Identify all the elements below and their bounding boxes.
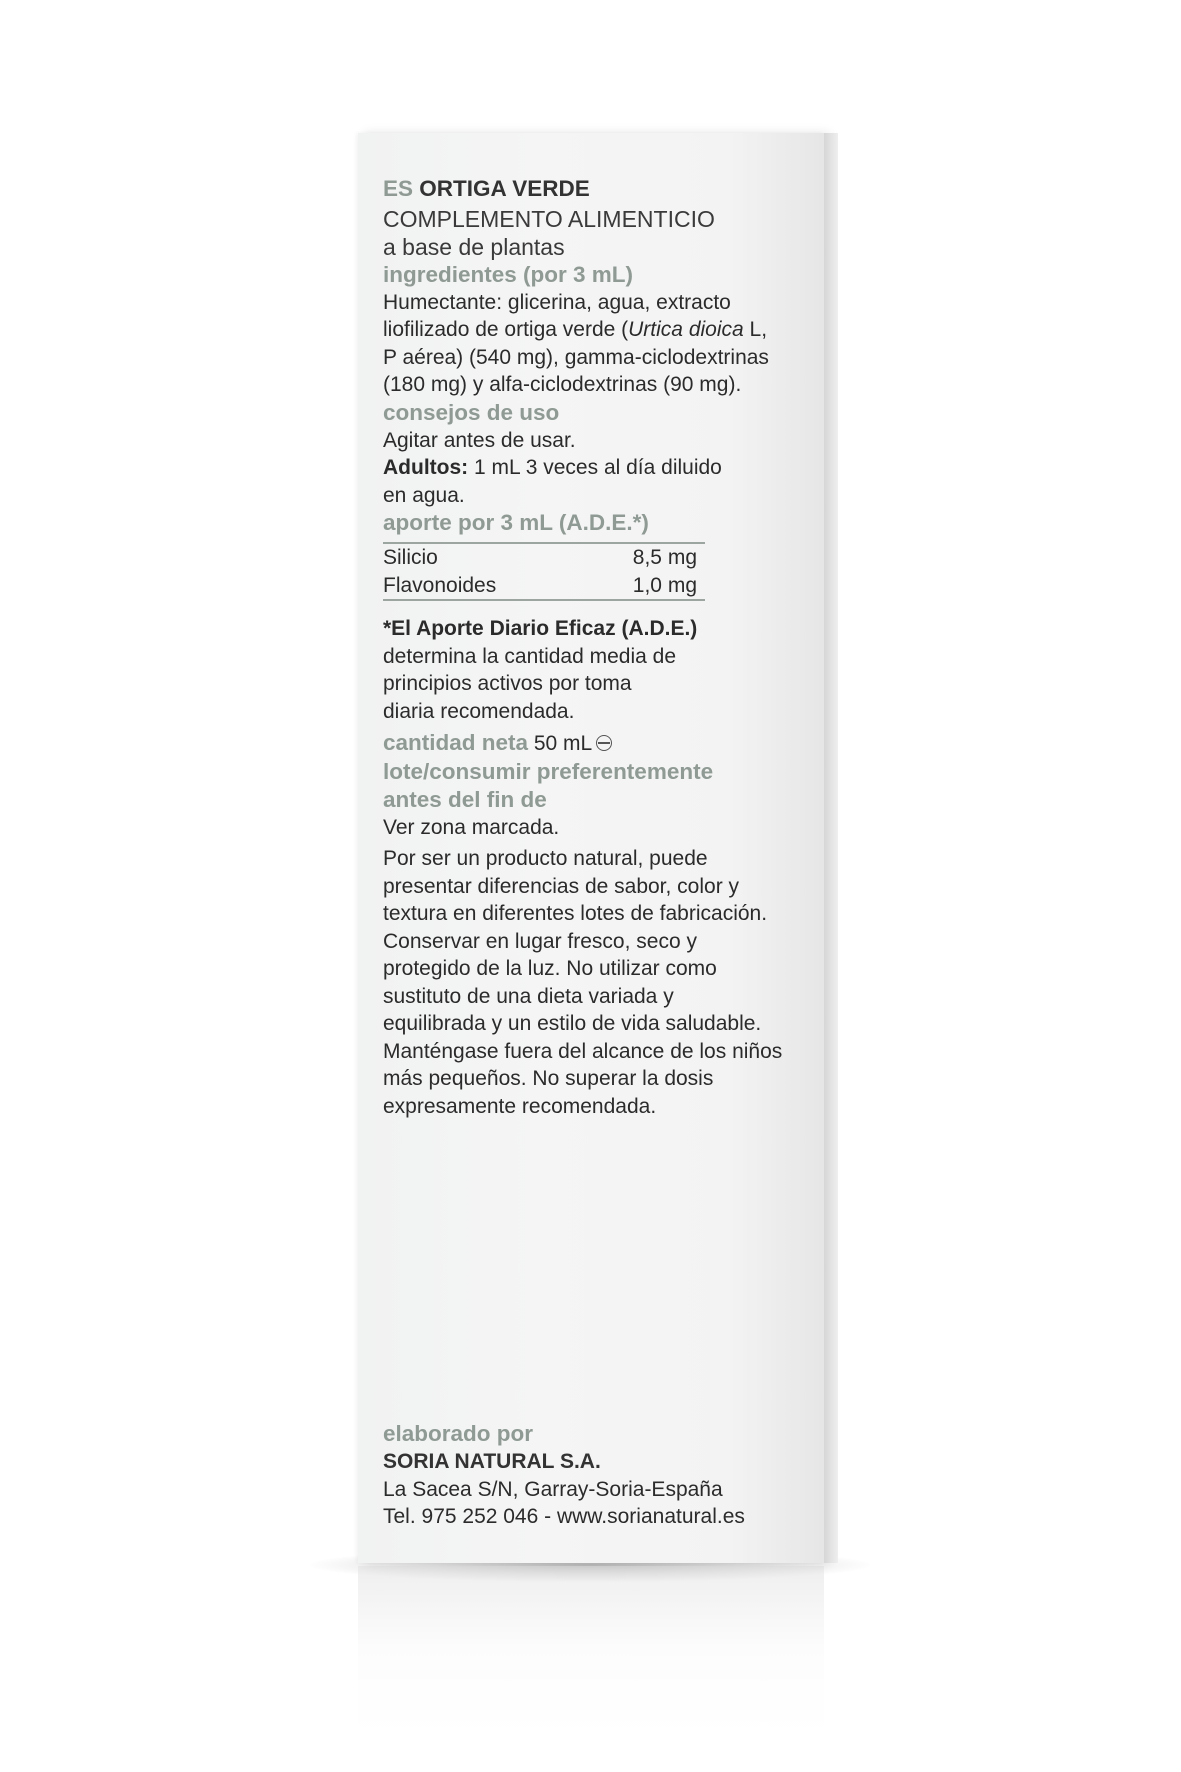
lot-heading-line-1: lote/consumir preferentemente — [383, 758, 714, 784]
manufacturer-block — [383, 1420, 803, 1531]
usage-heading: consejos de uso — [383, 399, 560, 425]
contribution-heading: aporte por 3 mL (A.D.E.*) — [383, 510, 649, 535]
ade-note-line-1: determina la cantidad media de — [383, 644, 677, 668]
ingredients-line-2-post: L, — [743, 318, 768, 341]
manufacturer-company: SORIA NATURAL S.A. — [383, 1450, 601, 1473]
ingredients-line-2 — [383, 316, 803, 344]
warning-line: expresamente recomendada. — [383, 1094, 657, 1118]
product-title — [383, 175, 803, 203]
nutrient-name: Flavonoides — [383, 573, 497, 597]
ade-note-line-2: principios activos por toma — [383, 672, 632, 695]
warning-line: textura en diferentes lotes de fabricación. — [383, 902, 768, 925]
warning-line: presentar diferencias de sabor, color y — [383, 874, 740, 898]
ingredients-latin-name: Urtica dioica — [628, 318, 744, 341]
usage-line-1: Agitar antes de usar. — [383, 428, 576, 452]
usage-adults-label: Adultos: — [383, 456, 469, 479]
label-content — [383, 175, 803, 1120]
warning-line: equilibrada y un estilo de vida saludable. — [383, 1012, 762, 1035]
warning-line: más pequeños. No superar la dosis — [383, 1067, 714, 1090]
contribution-table — [383, 542, 705, 601]
ade-note-line-3: diaria recomendada. — [383, 699, 575, 723]
warning-line: Manténgase fuera del alcance de los niños — [383, 1039, 783, 1063]
usage-adults-line — [383, 454, 803, 482]
lot-text: Ver zona marcada. — [383, 815, 560, 839]
language-code: ES — [383, 176, 414, 201]
nutrient-value: 1,0 mg — [632, 573, 697, 597]
ingredients-line-1: Humectante: glicerina, agua, extracto — [383, 290, 731, 314]
net-quantity-value: 50 mL — [528, 732, 593, 755]
manufacturer-heading: elaborado por — [383, 1421, 534, 1446]
product-type-line-2: a base de plantas — [383, 233, 565, 260]
ade-note-title: *El Aporte Diario Eficaz (A.D.E.) — [383, 617, 698, 640]
box-edge — [824, 133, 838, 1563]
table-row — [383, 572, 705, 600]
product-type-line-1: COMPLEMENTO ALIMENTICIO — [383, 205, 715, 232]
manufacturer-contact: Tel. 975 252 046 - www.sorianatural.es — [383, 1505, 745, 1528]
nutrient-name: Silicio — [383, 546, 438, 569]
estimated-sign-icon — [596, 735, 612, 751]
nutrient-value: 8,5 mg — [632, 546, 697, 569]
warning-line: sustituto de una dieta variada y — [383, 984, 674, 1008]
product-name: ORTIGA VERDE — [419, 176, 590, 201]
box-reflection — [358, 1566, 824, 1736]
ingredients-heading: ingredientes (por 3 mL) — [383, 261, 634, 287]
net-quantity — [383, 729, 803, 758]
ingredients-line-3: P aérea) (540 mg), gamma-ciclodextrinas — [383, 345, 769, 369]
warning-line: protegido de la luz. No utilizar como — [383, 957, 717, 980]
manufacturer-address: La Sacea S/N, Garray-Soria-España — [383, 1477, 723, 1501]
warning-line: Conservar en lugar fresco, seco y — [383, 929, 697, 953]
ingredients-line-2-pre: liofilizado de ortiga verde ( — [383, 318, 629, 341]
lot-heading-line-2: antes del fin de — [383, 786, 547, 812]
usage-adults-text: 1 mL 3 veces al día diluido — [468, 456, 722, 479]
ingredients-line-4: (180 mg) y alfa-ciclodextrinas (90 mg). — [383, 373, 742, 396]
usage-line-3: en agua. — [383, 483, 465, 507]
net-quantity-label: cantidad neta — [383, 730, 529, 755]
warning-line: Por ser un producto natural, puede — [383, 847, 708, 870]
table-row — [383, 544, 705, 572]
